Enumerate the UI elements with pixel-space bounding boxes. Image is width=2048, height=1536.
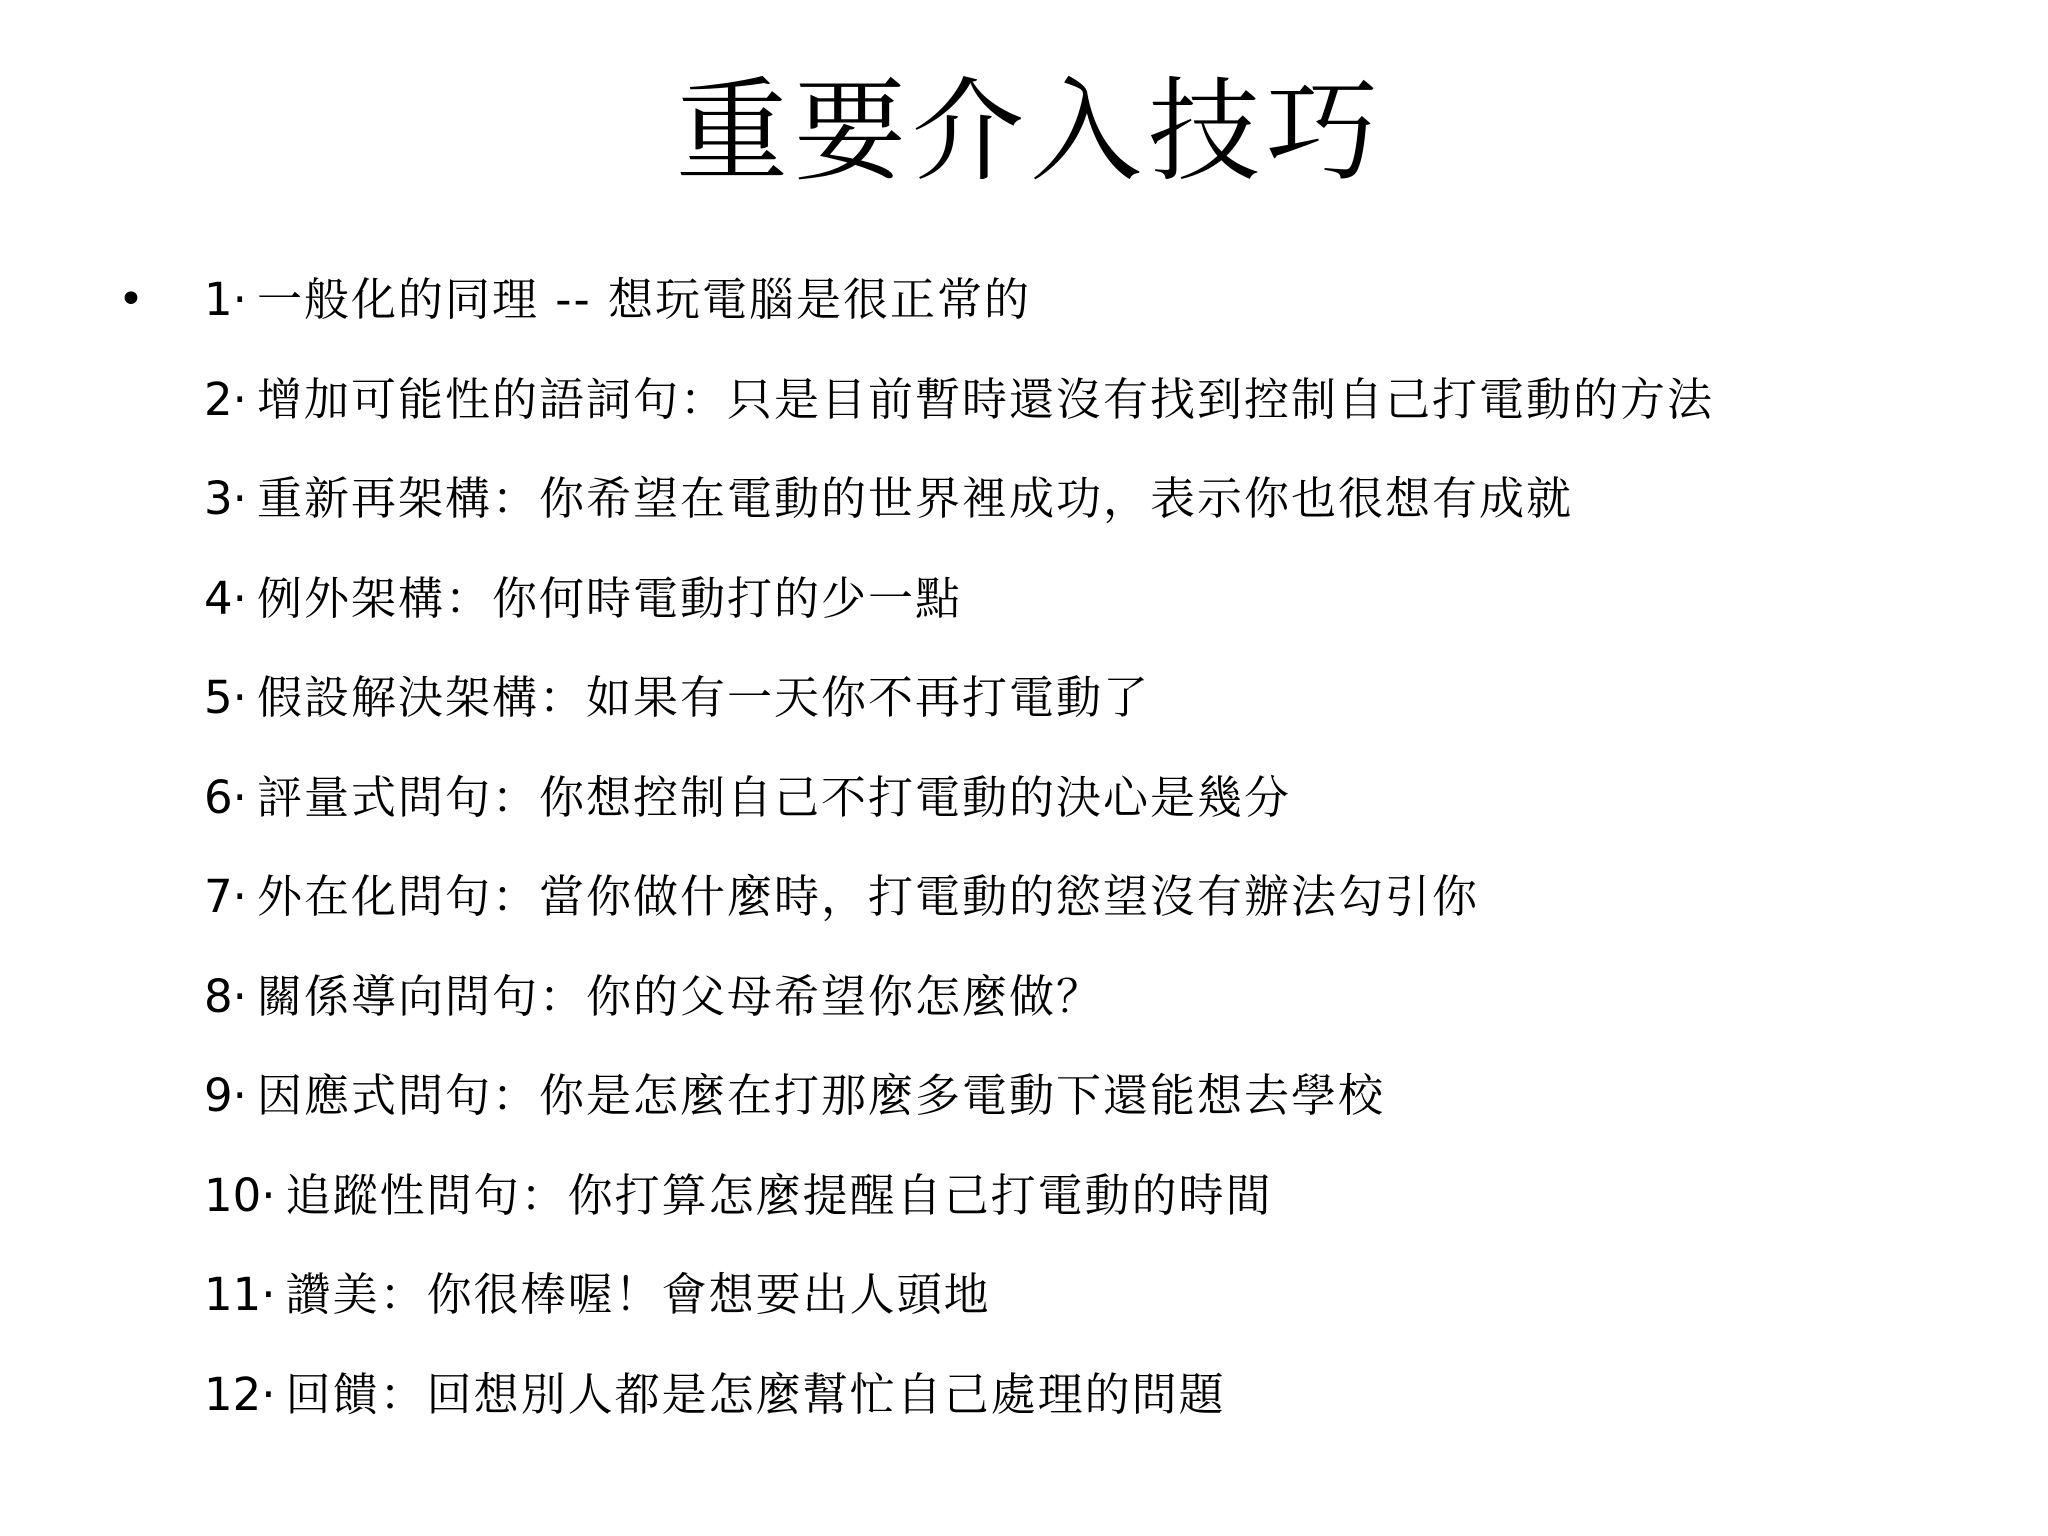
item-number: 6· xyxy=(204,770,247,824)
item-number: 12· xyxy=(204,1367,276,1421)
list-item xyxy=(204,1265,1714,1365)
list-item xyxy=(204,967,1714,1067)
bullet-dot-icon: • xyxy=(118,274,144,325)
list-item xyxy=(204,1066,1714,1166)
item-text: 一般化的同理 -- 想玩電腦是很正常的 xyxy=(256,273,1032,326)
list-item xyxy=(204,1365,1714,1465)
item-text: 關係導向問句：你的父母希望你怎麼做？ xyxy=(256,969,1103,1023)
item-text: 重新再架構：你希望在電動的世界裡成功，表示你也很想有成就 xyxy=(256,472,1573,525)
item-text: 外在化問句：當你做什麼時，打電動的慾望沒有辦法勾引你 xyxy=(256,870,1479,923)
item-text: 增加可能性的語詞句：只是目前暫時還沒有找到控制自己打電動的方法 xyxy=(256,372,1714,426)
slide-title: 重要介入技巧 xyxy=(676,67,1384,197)
item-number: 8· xyxy=(204,969,247,1023)
list-item xyxy=(204,370,1714,470)
item-text: 因應式問句：你是怎麼在打那麼多電動下還能想去學校 xyxy=(256,1069,1385,1122)
item-number: 7· xyxy=(204,870,247,923)
item-number: 5· xyxy=(204,671,247,724)
item-text: 回饋：回想別人都是怎麼幫忙自己處理的問題 xyxy=(285,1367,1226,1421)
item-number: 2· xyxy=(204,372,247,426)
list-item xyxy=(204,469,1714,569)
technique-list xyxy=(204,270,1714,1464)
item-number: 3· xyxy=(204,472,247,525)
item-text: 假設解決架構：如果有一天你不再打電動了 xyxy=(256,671,1150,724)
list-item xyxy=(204,768,1714,868)
item-number: 9· xyxy=(204,1069,247,1122)
item-text: 例外架構：你何時電動打的少一點 xyxy=(256,571,962,625)
item-text: 讚美：你很棒喔！會想要出人頭地 xyxy=(285,1268,991,1321)
item-number: 10· xyxy=(204,1168,276,1222)
list-item xyxy=(204,569,1714,669)
list-item xyxy=(204,867,1714,967)
item-number: 1· xyxy=(204,273,247,326)
item-number: 4· xyxy=(204,571,247,625)
list-item xyxy=(204,270,1714,370)
list-item xyxy=(204,1166,1714,1266)
list-item xyxy=(204,668,1714,768)
item-number: 11· xyxy=(204,1268,276,1321)
item-text: 追蹤性問句：你打算怎麼提醒自己打電動的時間 xyxy=(285,1168,1273,1222)
item-text: 評量式問句：你想控制自己不打電動的決心是幾分 xyxy=(256,770,1291,824)
